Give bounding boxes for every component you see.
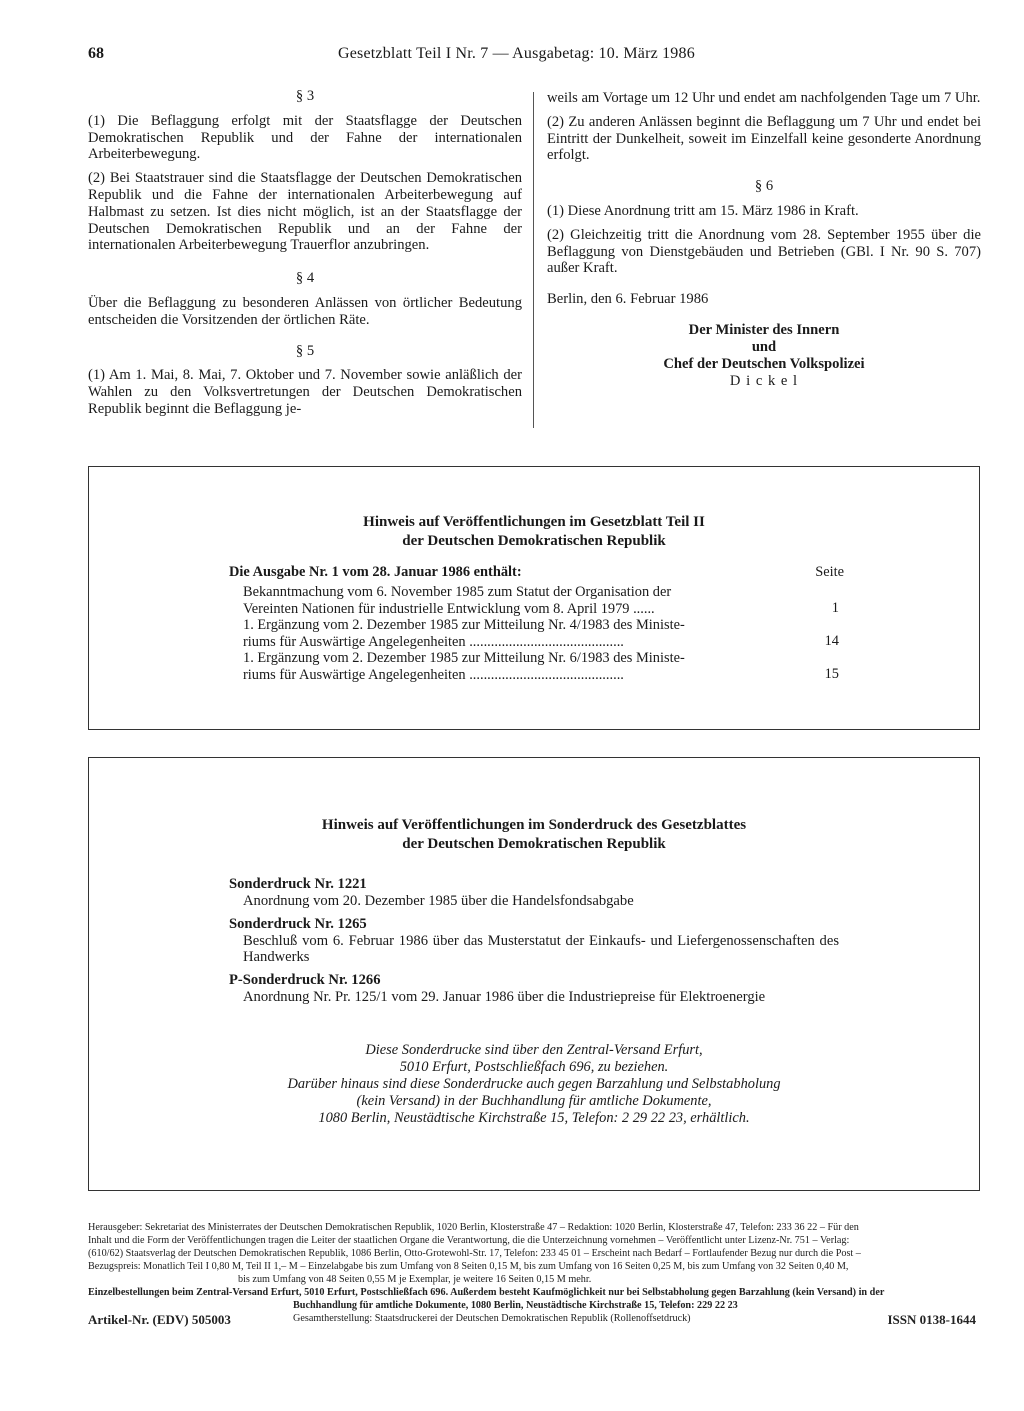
imprint xyxy=(88,1221,976,1328)
printer-line: Gesamtherstellung: Staatsdruckerei der Deutschen Demokratischen Republik (Rollenoffsetdruck) xyxy=(293,1313,691,1324)
entry-2-line-1: 1. Ergänzung vom 2. Dezember 1985 zur Mitteilung Nr. 4/1983 des Ministe- xyxy=(243,617,685,633)
section-5-paragraph-2: (2) Zu anderen Anlässen beginnt die Beflaggung um 7 Uhr und endet bei Eintritt der Dunkelheit, soweit im Einzelfall keine gesonderte Anordnung erfolgt. xyxy=(547,113,981,164)
section-3-heading: § 3 xyxy=(295,88,315,104)
list-item xyxy=(229,972,839,1006)
section-3-paragraph-2: (2) Bei Staatstrauer sind die Staatsflagge der Deutschen Demokratischen Republik und die Fahne der internationalen Arbeiterbewegung auf Halbmast zu setzen. Ist dies nicht möglich, ist an der Staatsflagge der Deutschen Demokratischen Republik und an der Fahne der internationalen Arbeiterbewegung Trauerflor anzubringen. xyxy=(88,170,522,254)
box1-title-line-1: Hinweis auf Veröffentlichungen im Gesetzblatt Teil II xyxy=(363,514,705,530)
section-6-paragraph-2: (2) Gleichzeitig tritt die Anordnung vom 28. September 1955 über die Beflaggung von Dienstgebäuden und Betrieben (GBl. I Nr. 90 S. 707) außer Kraft. xyxy=(547,226,981,277)
entry-3-page: 15 xyxy=(824,666,839,682)
imprint-line-5: bis zum Umfang von 48 Seiten 0,55 M je Exemplar, je weitere 16 Seiten 0,15 M mehr. xyxy=(238,1274,592,1285)
issn: ISSN 0138-1644 xyxy=(887,1312,976,1327)
issue-label: Die Ausgabe Nr. 1 vom 28. Januar 1986 enthält: xyxy=(229,564,522,580)
section-5-paragraph-1: (1) Am 1. Mai, 8. Mai, 7. Oktober und 7. November sowie anläßlich der Wahlen zu den Volksvertretungen der Deutschen Demokratischen Republik beginnt die Beflaggung je- xyxy=(88,367,522,417)
note-line-4: (kein Versand) in der Buchhandlung für amtliche Dokumente, xyxy=(356,1093,712,1109)
list-item xyxy=(229,876,839,910)
section-4-paragraph-1: Über die Beflaggung zu besonderen Anlässen von örtlicher Bedeutung entscheiden die Vorsitzenden der örtlichen Räte. xyxy=(88,294,522,328)
list-item xyxy=(243,584,803,617)
section-6-heading: § 6 xyxy=(754,178,774,195)
section-5-heading: § 5 xyxy=(295,342,315,359)
entry-3-line-1: 1. Ergänzung vom 2. Dezember 1985 zur Mitteilung Nr. 6/1983 des Ministe- xyxy=(243,650,685,666)
section-4-heading: § 4 xyxy=(295,270,315,287)
page-number: 68 xyxy=(88,45,104,62)
imprint-line-1: Herausgeber: Sekretariat des Ministerrates der Deutschen Demokratischen Republik, 1020 Berlin, Klosterstraße 47 – Redaktion: 1020 Berlin, Klosterstraße 47, Telefon: 233 36 22 – Für den xyxy=(88,1222,859,1233)
continued-paragraph: weils am Vortage um 12 Uhr und endet am nachfolgenden Tage um 7 Uhr. xyxy=(547,90,981,106)
sonderdruck-3-head: P-Sonderdruck Nr. 1266 xyxy=(229,971,381,988)
note-line-2: 5010 Erfurt, Postschließfach 696, zu beziehen. xyxy=(399,1059,669,1075)
entry-2-page: 14 xyxy=(824,633,839,649)
note-line-3: Darüber hinaus sind diese Sonderdrucke auch gegen Barzahlung und Selbstabholung xyxy=(287,1076,781,1092)
page-header xyxy=(88,45,976,71)
section-3-paragraph-1: (1) Die Beflaggung erfolgt mit der Staatsflagge der Deutschen Demokratischen Republik und der Fahne der internationalen Arbeiterbewegung. xyxy=(88,112,522,163)
list-item xyxy=(243,650,803,683)
entry-3-line-2: riums für Auswärtige Angelegenheiten ........................................... xyxy=(243,666,624,683)
right-column xyxy=(547,90,981,390)
signature-line-1: Der Minister des Innern xyxy=(688,321,840,338)
box1-title-line-2: der Deutschen Demokratischen Republik xyxy=(402,533,666,549)
sonderdruck-2-head: Sonderdruck Nr. 1265 xyxy=(229,915,367,932)
signature-line-3: Chef der Deutschen Volkspolizei xyxy=(663,355,865,372)
page-column-header: Seite xyxy=(815,564,844,580)
sonderdruck-1-body: Anordnung vom 20. Dezember 1985 über die Handelsfondsabgabe xyxy=(243,893,634,909)
note-line-1: Diese Sonderdrucke sind über den Zentral-Versand Erfurt, xyxy=(365,1042,703,1058)
sonderdruck-3-body: Anordnung Nr. Pr. 125/1 vom 29. Januar 1986 über die Industriepreise für Elektroenergie xyxy=(243,988,766,1005)
sonderdruck-1-head: Sonderdruck Nr. 1221 xyxy=(229,876,367,892)
notice-box-sonderdruck xyxy=(88,757,980,1191)
sonderdruck-2-body: Beschluß vom 6. Februar 1986 über das Musterstatut der Einkaufs- und Liefergenossenschaften des Handwerks xyxy=(243,932,839,966)
imprint-line-6: Einzelbestellungen beim Zentral-Versand Erfurt, 5010 Erfurt, Postschließfach 696. Außerdem besteht Kaufmöglichkeit nur bei Selbstabholung gegen Barzahlung (kein Versand) in der xyxy=(88,1287,885,1298)
place-date: Berlin, den 6. Februar 1986 xyxy=(547,291,709,308)
imprint-line-7: Buchhandlung für amtliche Dokumente, 1080 Berlin, Neustädtische Kirchstraße 15, Telefon: 229 22 23 xyxy=(293,1300,738,1311)
entry-1-line-1: Bekanntmachung vom 6. November 1985 zum Statut der Organisation der xyxy=(243,584,672,600)
imprint-line-4: Bezugspreis: Monatlich Teil I 0,80 M, Teil II 1,– M – Einzelabgabe bis zum Umfang von 8 Seiten 0,15 M, bis zum Umfang von 16 Seiten 0,25 M, bis zum Umfang von 32 Seiten 0,40 M, xyxy=(88,1261,849,1272)
signature-line-2: und xyxy=(751,338,777,355)
list-item xyxy=(229,916,839,966)
notice-box-part-ii xyxy=(88,466,980,730)
entry-1-page: 1 xyxy=(831,600,839,616)
sonderdruck-list xyxy=(229,876,839,1005)
entry-2-line-2: riums für Auswärtige Angelegenheiten ........................................... xyxy=(243,633,624,650)
section-6-paragraph-1: (1) Diese Anordnung tritt am 15. März 1986 in Kraft. xyxy=(547,202,859,219)
imprint-line-3: (610/62) Staatsverlag der Deutschen Demokratischen Republik, 1086 Berlin, Otto-Grotewohl-Str. 17, Telefon: 233 45 01 – Erscheint nach Bedarf – Fortlaufender Bezug nur durch die Post – xyxy=(88,1248,861,1259)
list-item xyxy=(243,617,803,650)
box2-title-line-2: der Deutschen Demokratischen Republik xyxy=(402,836,666,852)
note-line-5: 1080 Berlin, Neustädtische Kirchstraße 15, Telefon: 2 29 22 23, erhältlich. xyxy=(318,1110,750,1126)
signature-name: D i c k e l xyxy=(729,372,799,389)
box2-title-line-1: Hinweis auf Veröffentlichungen im Sonderdruck des Gesetzblattes xyxy=(321,817,747,833)
running-head: Gesetzblatt Teil I Nr. 7 — Ausgabetag: 10. März 1986 xyxy=(338,45,695,62)
imprint-line-2: Inhalt und die Form der Veröffentlichungen tragen die Leiter der staatlichen Organe die Verantwortung, die die Unterzeichnung vornehmen – Veröffentlicht unter Lizenz-Nr. 751 – Verlag: xyxy=(88,1235,850,1246)
column-divider xyxy=(533,92,534,428)
ordering-note xyxy=(89,1042,979,1127)
entry-1-line-2: Vereinten Nationen für industrielle Entwicklung vom 8. April 1979 ...... xyxy=(243,600,655,617)
article-number: Artikel-Nr. (EDV) 505003 xyxy=(88,1312,231,1327)
left-column xyxy=(88,88,522,425)
